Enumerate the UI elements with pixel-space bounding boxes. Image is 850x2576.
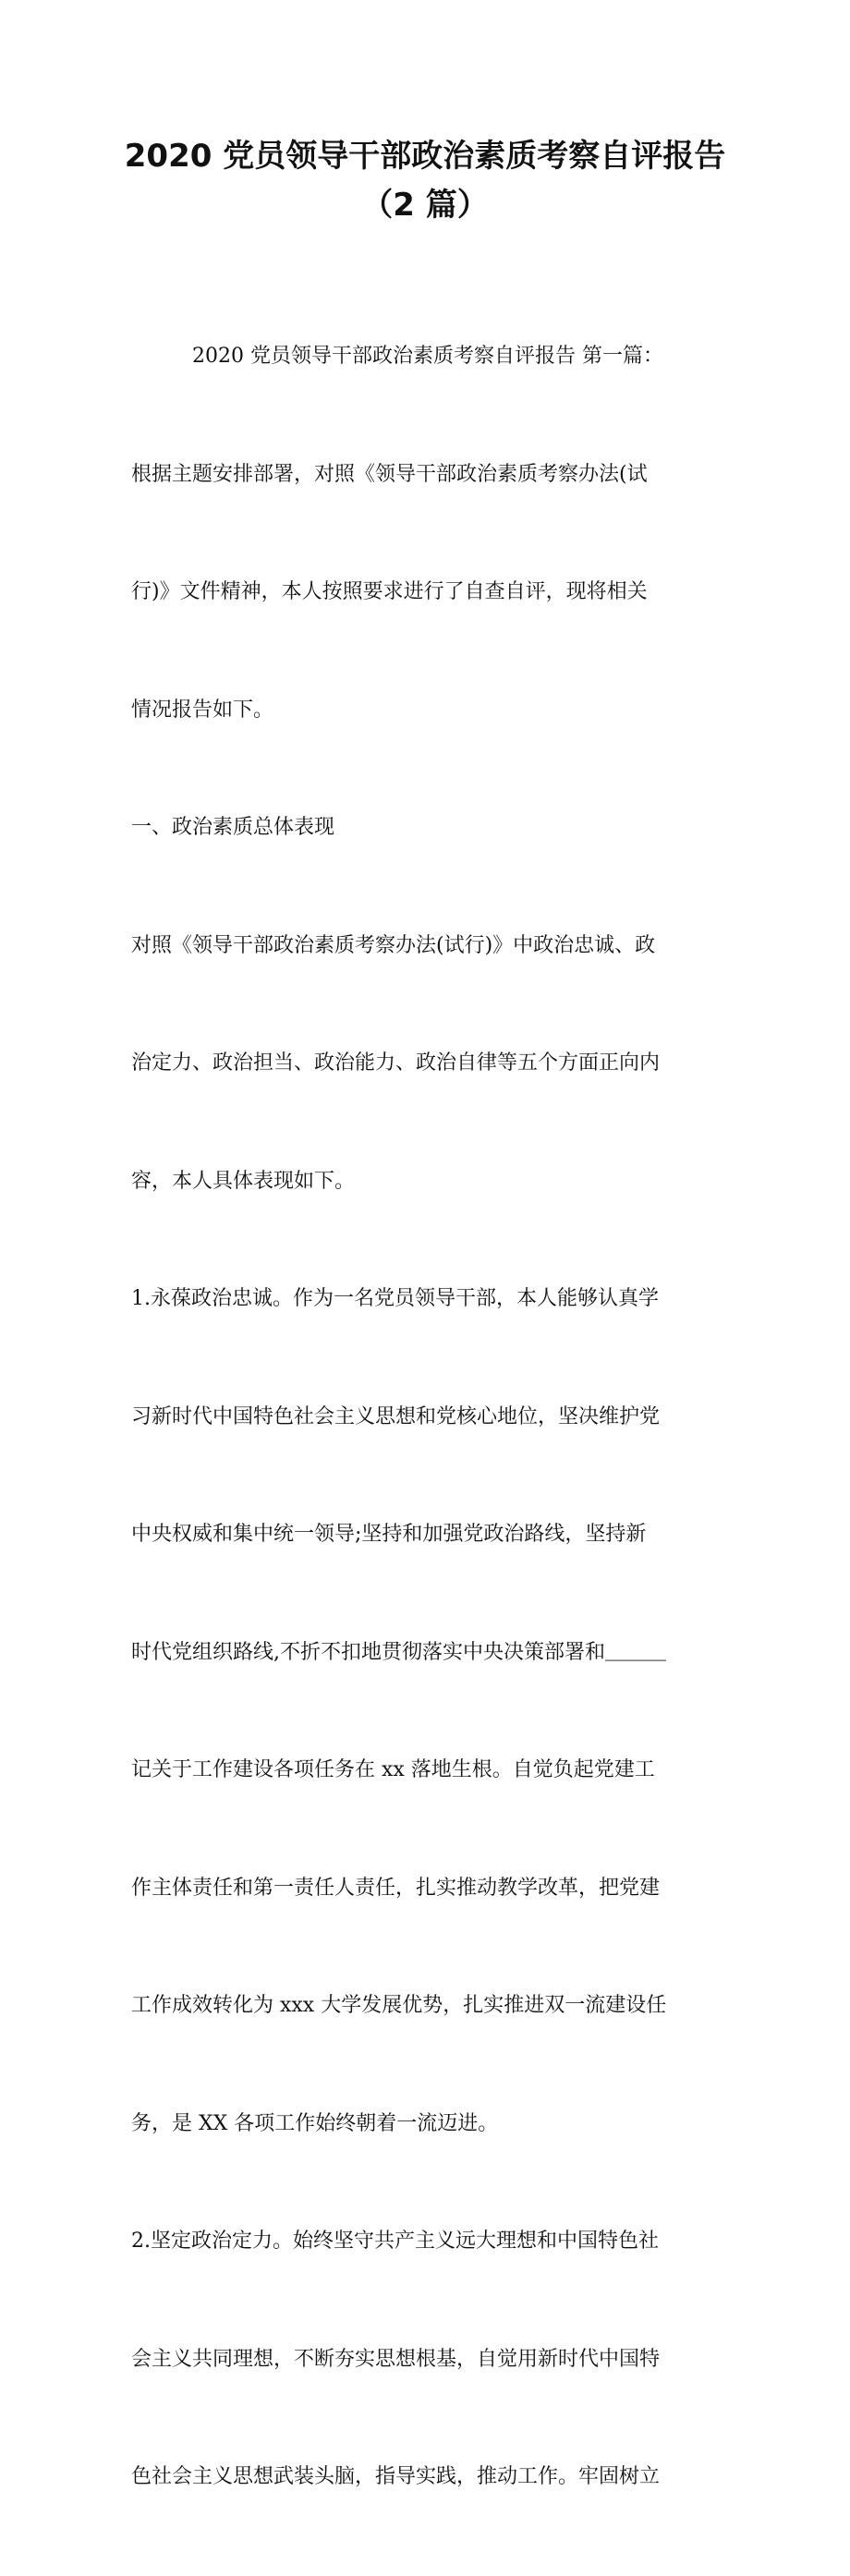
paragraph-line-4: 情况报告如下。 [131, 698, 274, 722]
paragraph-line-11: 时代党组织路线,不折不扣地贯彻落实中央决策部署和＿＿＿ [131, 1640, 666, 1664]
document-body [131, 259, 722, 2576]
paragraph-line-13: 作主体责任和第一责任人责任，扎实推动教学改革，把党建 [131, 1876, 661, 1900]
paragraph-line-14: 工作成效转化为 xxx 大学发展优势，扎实推进双一流建设任 [131, 1994, 667, 2017]
paragraph-line-3: 行)》文件精神，本人按照要求进行了自查自评，现将相关 [131, 580, 648, 603]
paragraph-line-7: 容，本人具体表现如下。 [131, 1169, 356, 1193]
paragraph-line-17: 会主义共同理想，不断夯实思想根基，自觉用新时代中国特 [131, 2347, 661, 2371]
paragraph-line-6: 治定力、政治担当、政治能力、政治自律等五个方面正向内 [131, 1051, 661, 1075]
paragraph-line-10: 中央权威和集中统一领导;坚持和加强党政治路线，坚持新 [131, 1523, 647, 1546]
paragraph-line-2: 根据主题安排部署，对照《领导干部政治素质考察办法(试 [131, 462, 648, 486]
document-title: 2020 党员领导干部政治素质考察自评报告 [124, 138, 726, 175]
document-title-subtitle: （2 篇） [361, 187, 489, 224]
paragraph-line-16: 2.坚定政治定力。始终坚守共产主义远大理想和中国特色社 [131, 2230, 659, 2253]
paragraph-line-15: 务，是 XX 各项工作始终朝着一流迈进。 [131, 2111, 499, 2135]
paragraph-line-12: 记关于工作建设各项任务在 xx 落地生根。自觉负起党建工 [131, 1758, 655, 1781]
paragraph-line-8: 1.永葆政治忠诚。作为一名党员领导干部，本人能够认真学 [131, 1287, 659, 1310]
paragraph-line-5: 对照《领导干部政治素质考察办法(试行)》中政治忠诚、政 [131, 933, 656, 957]
paragraph-line-18: 色社会主义思想武装头脑，指导实践，推动工作。牢固树立 [131, 2465, 661, 2488]
section-heading-1: 一、政治素质总体表现 [131, 816, 335, 839]
paragraph-line-9: 习新时代中国特色社会主义思想和党核心地位，坚决维护党 [131, 1404, 661, 1428]
paragraph-line-1: 2020 党员领导干部政治素质考察自评报告 第一篇： [131, 345, 663, 368]
